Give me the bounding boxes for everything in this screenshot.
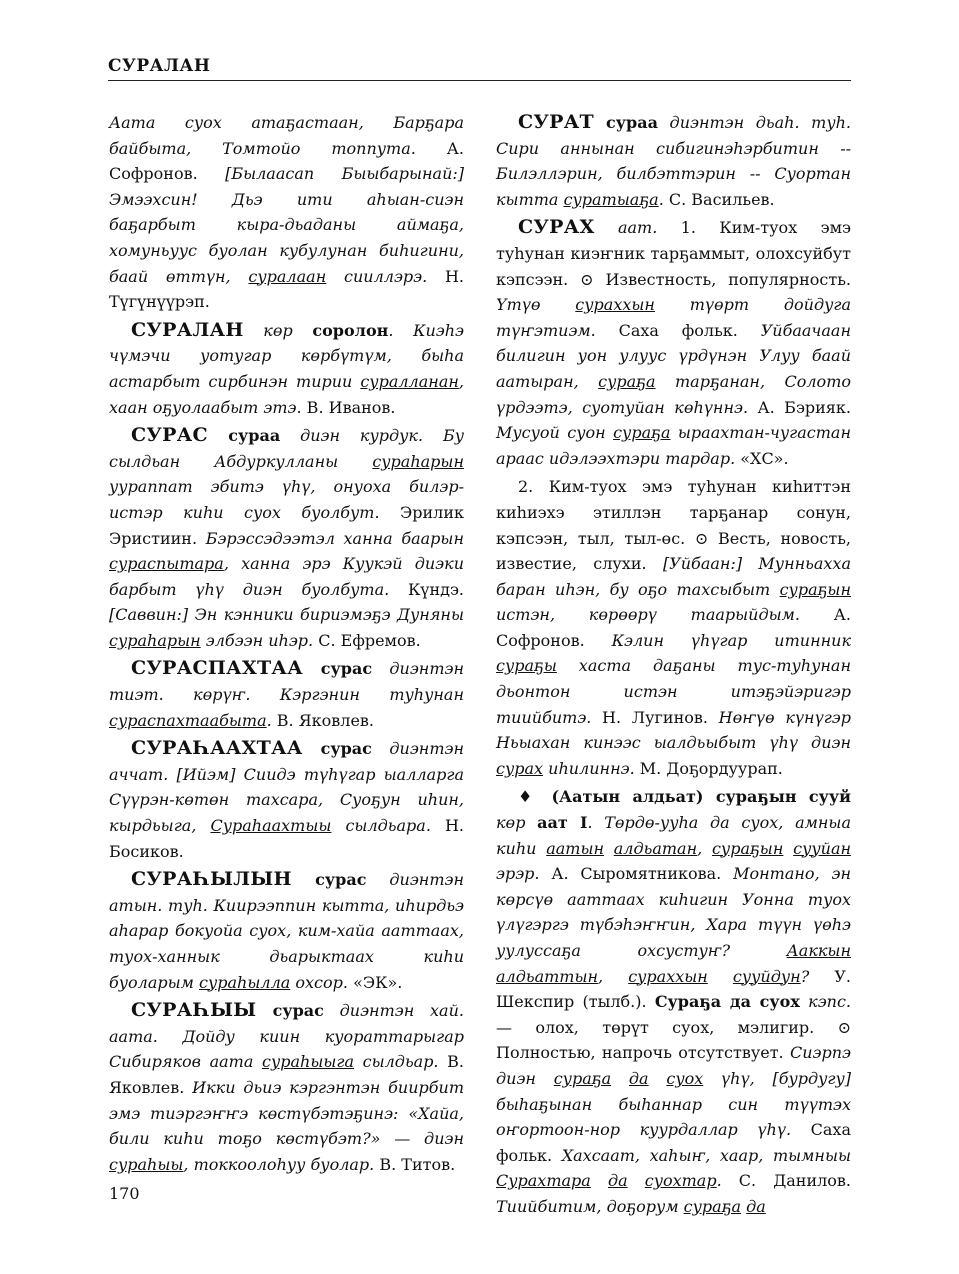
header-title: СУРАЛАН [108,56,211,76]
quote-text: , хаан оҕуолаабыт этэ. [109,371,464,417]
headword: СУРАС [131,424,208,447]
underlined-word: суохтар [644,1171,717,1191]
quote-text: . Төрдө-ууһа да суох, амныа киһи [496,813,852,858]
quote-text: диэнтэн хай. аата. Дойду киин куораттарыгар Сибиряков аата [109,1001,464,1072]
quote-text: ыраахтан-чугастан араас идэлээхтэри тардар. [496,423,851,468]
author: А. Софронов. [109,138,464,184]
author: А. Бэрияк. [748,397,851,417]
translation: Полностью, напрочь отсутствует. [496,1043,790,1063]
author: А. Софронов. [496,605,851,650]
underlined-word: сураҕын [779,579,851,599]
author: «ЭК». [347,972,403,992]
right-column [496,110,851,1220]
underlined-word: сураспахтаабыта [109,710,267,730]
grammar-label: кэпс. [799,992,852,1012]
underlined-word: суратыаҕа [563,189,659,209]
author: В. Титов. [374,1154,456,1174]
quote-text: Нөҥүө күнүгэр Ньыахан кинээс ыалдьыбыт үһү диэн [496,707,852,753]
circle-dot-icon: ⊙ [837,1017,851,1037]
quote-text: охсор. [290,972,348,992]
underlined-word: да [746,1196,766,1216]
headword: СУРАТ [518,111,594,133]
quote-text: сылдьара. [331,816,431,836]
cross-reference: сурас [256,1001,324,1021]
author: Н. Босиков. [109,816,464,861]
quote-text: уураппат эбитэ үһү, онуоха билэр-истэр киһи суох буолбут. [109,477,464,522]
author: У. Шекспир (тылб.). [496,966,851,1012]
author: М. Доҕордуурап. [634,758,783,778]
author: А. Сыромятникова. [539,864,734,884]
underlined-word: сууйдун [732,966,801,986]
underlined-word: сураһарын [109,630,201,650]
spacer: , [697,838,712,858]
underlined-word: сураҕа [613,423,671,443]
definition: 2. Ким-туох эмэ туһунан киһиттэн киһиэхэ этиллэн тарҕанар сонун, кэпсээн, тыл, тыл-өс. [496,477,851,548]
quote-text: эрэр. [496,864,540,884]
author: Саха фольк. [496,1120,851,1165]
spacer [591,1171,608,1190]
entry-surahylyn [109,867,464,995]
entry-suralan [109,318,464,420]
underlined-word: сууйан [793,838,852,858]
quote-text: элбээн иһэр. [200,630,314,650]
underlined-word: алдьаттын [496,966,599,986]
underlined-word: сураҕа [598,371,656,391]
author: «ХС». [735,448,789,468]
circle-dot-icon: ⊙ [694,528,709,548]
underlined-word: да [607,1171,628,1191]
underlined-word: сураҕа [683,1196,742,1216]
quote-text: , токкоолоһуу буолар. [183,1154,375,1174]
author: В. Иванов. [301,397,396,417]
underlined-word: сураҕа [553,1068,612,1088]
quote-text: үһү, [бурдугу] быһаҕынан быһаннар син түүтэх оҥортоон-нор куурдаллар үһү. [496,1068,852,1140]
author: С. Ефремов. [313,630,421,650]
author: Эрилик Эристиин. [109,502,464,548]
author: В. Яковлев. [109,1052,464,1097]
author: Н. Түгүнүүрэп. [109,266,465,312]
quote-text: истэн, көрөөрү таарыйдым. [496,605,801,625]
cross-reference: сурас [291,870,367,890]
left-column [109,110,464,1177]
underlined-word: сураһыыга [261,1052,354,1072]
underlined-word: сураһылла [199,972,291,992]
headword: СУРАХ [518,216,595,239]
author: Н. Лугинов. [591,707,719,727]
headword: СУРАСПАХТАА [131,657,303,680]
quote-text: Аата суох атаҕастаан, Барҕара байбыта, Томтойо топпута. [109,113,464,158]
entry-suraspakhtaa [109,656,464,733]
quote-text: , ханна эрэ Куукэй диэки барбыт үһү диэн буолбута. [109,554,464,599]
running-header [108,56,851,81]
quote-text: [Уйбаан:] Мунньахха баран иһэн, бу оҕо тахсыбыт [496,554,851,599]
quote-text: Мусуой суон [496,423,614,443]
entry-continuation [109,110,464,315]
cross-reference: сураа [207,426,281,446]
underlined-word: суох [666,1068,704,1088]
underlined-word: сураххын [575,295,655,315]
translation: Весть, новость, известие, слухи. [496,528,852,574]
underlined-word: сураһарын [372,451,464,471]
quote-text: . [658,189,664,209]
spacer [649,1069,667,1088]
author: В. Яковлев. [271,710,375,730]
headword: СУРАҺЫЛЫН [131,868,292,891]
gloss: көр [496,813,538,833]
quote-text: Монтано, эн көрсүө ааттаах киһигин Уонна туох үлүгэргэ түбэһэҥҥин, Хара түүн үөһэ уулуссаҕа охсустуҥ? [496,864,852,960]
quote-text: Сиэрпэ диэн [496,1043,851,1088]
author: Саха фольк. [595,320,761,340]
quote-text: тарҕанан, Солото үрдээтэ, суотуйан көһүннэ. [496,371,851,417]
quote-text: Үтүө [496,295,576,315]
quote-text: сылдьар. [354,1052,439,1072]
definition: — олох, төрүт суох, мэлигир. [496,1017,838,1037]
definition: 1. Ким-туох эмэ туһунан киэҥник тарҕаммыт, олохсуйбут кэпсээн. [496,218,851,289]
quote-text: диэнтэн тиэт. көрүҥ. Кэргэнин туһунан [109,659,464,705]
underlined-word: сураҕын [711,838,784,858]
quote-text: сииллэрэ. [326,266,428,286]
quote-text: Уйбаачаан билигин уон улуус үрдүнэн Улуу баай аатыран, [496,320,851,391]
underlined-word: Сураһаахтыы [210,816,332,836]
quote-text: [Саввин:] Эн кэнники бириэмэҕэ Дуняны [109,605,464,625]
author: Күндэ. [389,579,465,599]
underlined-word: Ааккын [786,941,851,960]
author: С. Данилов. [721,1171,851,1191]
circle-dot-icon: ⊙ [580,269,594,289]
spacer [604,839,614,858]
underlined-word: алдьатан [613,838,698,858]
author: С. Васильев. [663,189,775,209]
idiom-block [496,784,851,1219]
underlined-word: сураспытара [109,554,224,574]
quote-text: Тиийбитим, доҕорум [496,1196,684,1216]
quote-text: ? [800,966,810,986]
underlined-word: сураҕы [496,656,557,676]
entry-suras [109,423,464,653]
quote-text: Хахсаат, хаһыҥ, хаар, тымныы [561,1145,852,1165]
quote-text: түөрт дойдуга түҥэтиэм. [496,295,851,340]
page-number: 170 [109,1184,140,1203]
entry-surahyy [109,998,464,1177]
headword: СУРАЛАН [131,318,244,341]
entry-surakh [496,215,851,471]
underlined-word: да [628,1068,649,1088]
underlined-word: аатын [546,838,605,858]
quote-text: диэн курдук. Бу сылдьан Абдуркулланы [109,426,464,471]
quote-text: диэнтэн дьаһ. туһ. Сири аннынан сибигинэһэрбитин -- Билэллэрин, билбэттэрин -- Суортан кытта [496,113,851,209]
cross-reference: соролон [312,320,389,340]
quote-text: [Былаасап Быыбарынай:] Эмээхсин! Дьэ ити аһыан-сиэн баҕарбыт кыра-дьаданы аймаҕа, хомуньуус буолан кубулунан биһигини, баай өттүн, [109,164,464,286]
headword: СУРАҺААХТАА [131,737,303,760]
quote-text: хаста даҕаны тус-туһунан дьонтон истэн итэҕэйэригэр тиийбитэ. [496,656,851,727]
quote-text: диэнтэн атын. туһ. Киирээппин кытта, иһирдьэ аһарар бокуойа суох, ким-хайа ааттаах, туох-ханнык дьарыктаах киһи буоларым [109,870,464,992]
quote-text: иһилиннэ. [543,758,635,778]
spacer [783,839,793,858]
idiom: Сураҕа да суох [654,992,800,1012]
idiom: (Аатын алдьат) сураҕын сууй [539,787,852,807]
underlined-word: сураххын [628,966,708,986]
underlined-word: суралланан [360,371,459,391]
translation: Известность, популярность. [593,269,852,289]
spacer: , [598,966,629,986]
entry-surahaakhtaa [109,736,464,864]
quote-text: диэнтэн аччат. [Ийэм] Сиидэ түһүгар ыалларга Сүүрэн-көтөн тахсара, Суоҕун иһин, кырдьыга, [109,739,464,836]
underlined-word: сурах [496,758,544,778]
cross-reference: аат I [537,813,588,833]
quote-text: Бэрэссэдээтэл ханна баарын [205,528,464,548]
diamond-icon: ♦ [518,787,540,807]
underlined-word: сураһыы [109,1154,184,1174]
quote-text: . [266,710,272,730]
gloss: көр [243,320,313,340]
cross-reference: сурас [302,739,372,759]
headword: СУРАҺЫЫ [131,999,257,1022]
quote-text: . Киэһэ чүмэчи уотугар көрбүтүм, быһа астарбыт сирбинэн тирии [109,320,464,391]
grammar-label: аат. [594,218,658,238]
quote-text: Икки дьиэ кэргэнтэн биирбит эмэ тиэргэҥҥэ көстүбэтэҕинэ: «Хайа, били киһи тоҕо көстүбэт?» — диэн [109,1077,464,1149]
underlined-word: суралаан [248,266,327,286]
quote-text: Кэлин үһүгар итинник [611,630,852,650]
cross-reference: сураа [593,113,658,132]
entry-surat [496,110,851,212]
sense-2 [496,474,851,781]
spacer [628,1171,645,1190]
underlined-word: Сурахтара [496,1171,591,1191]
spacer [611,1069,629,1088]
cross-reference: сурас [302,659,373,679]
quote-text: . [716,1171,722,1191]
spacer [708,967,733,986]
